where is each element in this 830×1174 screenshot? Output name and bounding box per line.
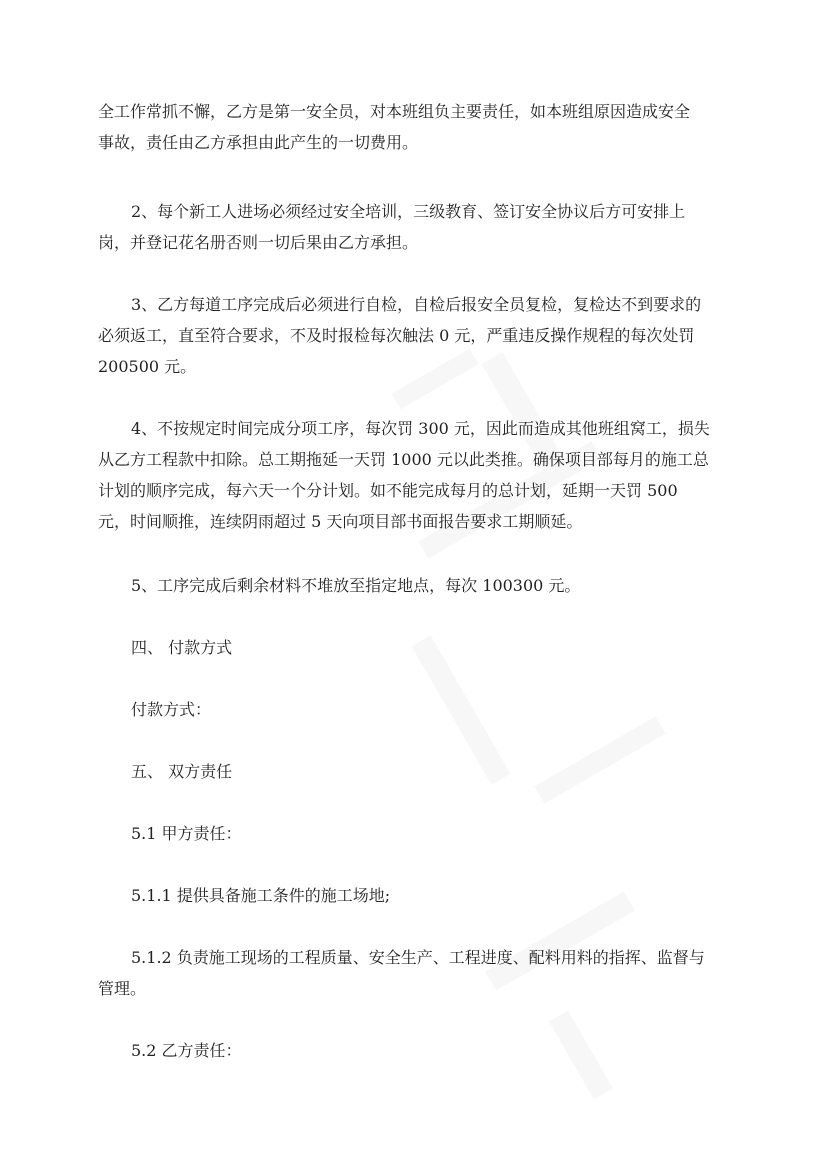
text-line: 计划的顺序完成，每六天一个分计划。如不能完成每月的总计划，延期一天罚 500 [98,481,678,500]
text-line: 4、不按规定时间完成分项工序，每次罚 300 元，因此而造成其他班组窝工，损失 [131,419,710,438]
text-line: 元，时间顺推，连续阴雨超过 5 天向项目部书面报告要求工期顺延。 [98,512,583,531]
paragraph-party-a-responsibilities [98,818,738,849]
text-line: 200500 元。 [98,357,197,376]
paragraph-5-1-2 [98,942,738,1004]
text-line: 事故，责任由乙方承担由此产生的一切费用。 [98,133,419,152]
text-line: 5.1 甲方责任： [131,824,242,843]
text-line: 岗，并登记花名册否则一切后果由乙方承担。 [98,233,419,252]
paragraph-item-5 [98,570,738,601]
text-line: 管理。 [98,979,147,998]
text-line: 必须返工，直至符合要求，不及时报检每次触法 0 元，严重违反操作规程的每次处罚 [98,326,695,345]
paragraph-5-1-1 [98,880,738,911]
text-line: 2、每个新工人进场必须经过安全培训，三级教育、签订安全协议后方可安排上 [131,202,686,221]
text-line: 五、 双方责任 [131,762,233,781]
paragraph-payment-method [98,694,738,725]
text-line: 从乙方工程款中扣除。总工期拖延一天罚 1000 元以此类推。确保项目部每月的施工总 [98,450,709,469]
section-heading-payment [98,632,738,663]
text-line: 四、 付款方式 [131,638,233,657]
text-line: 5.1.1 提供具备施工条件的施工场地; [131,886,391,905]
text-line: 5.1.2 负责施工现场的工程质量、安全生产、工程进度、配料用料的指挥、监督与 [131,948,705,967]
text-line: 全工作常抓不懈，乙方是第一安全员，对本班组负主要责任，如本班组原因造成安全 [98,102,691,121]
paragraph-item-4 [98,413,738,537]
paragraph-item-2 [98,196,738,258]
text-line: 3、乙方每道工序完成后必须进行自检，自检后报安全员复检，复检达不到要求的 [131,295,702,314]
paragraph-item-3 [98,289,738,382]
text-line: 付款方式： [131,700,212,719]
section-heading-responsibilities [98,756,738,787]
paragraph-continued [98,96,738,158]
text-line: 5.2 乙方责任： [131,1041,242,1060]
paragraph-party-b-responsibilities [98,1035,738,1066]
text-line: 5、工序完成后剩余材料不堆放至指定地点，每次 100300 元。 [131,576,581,595]
